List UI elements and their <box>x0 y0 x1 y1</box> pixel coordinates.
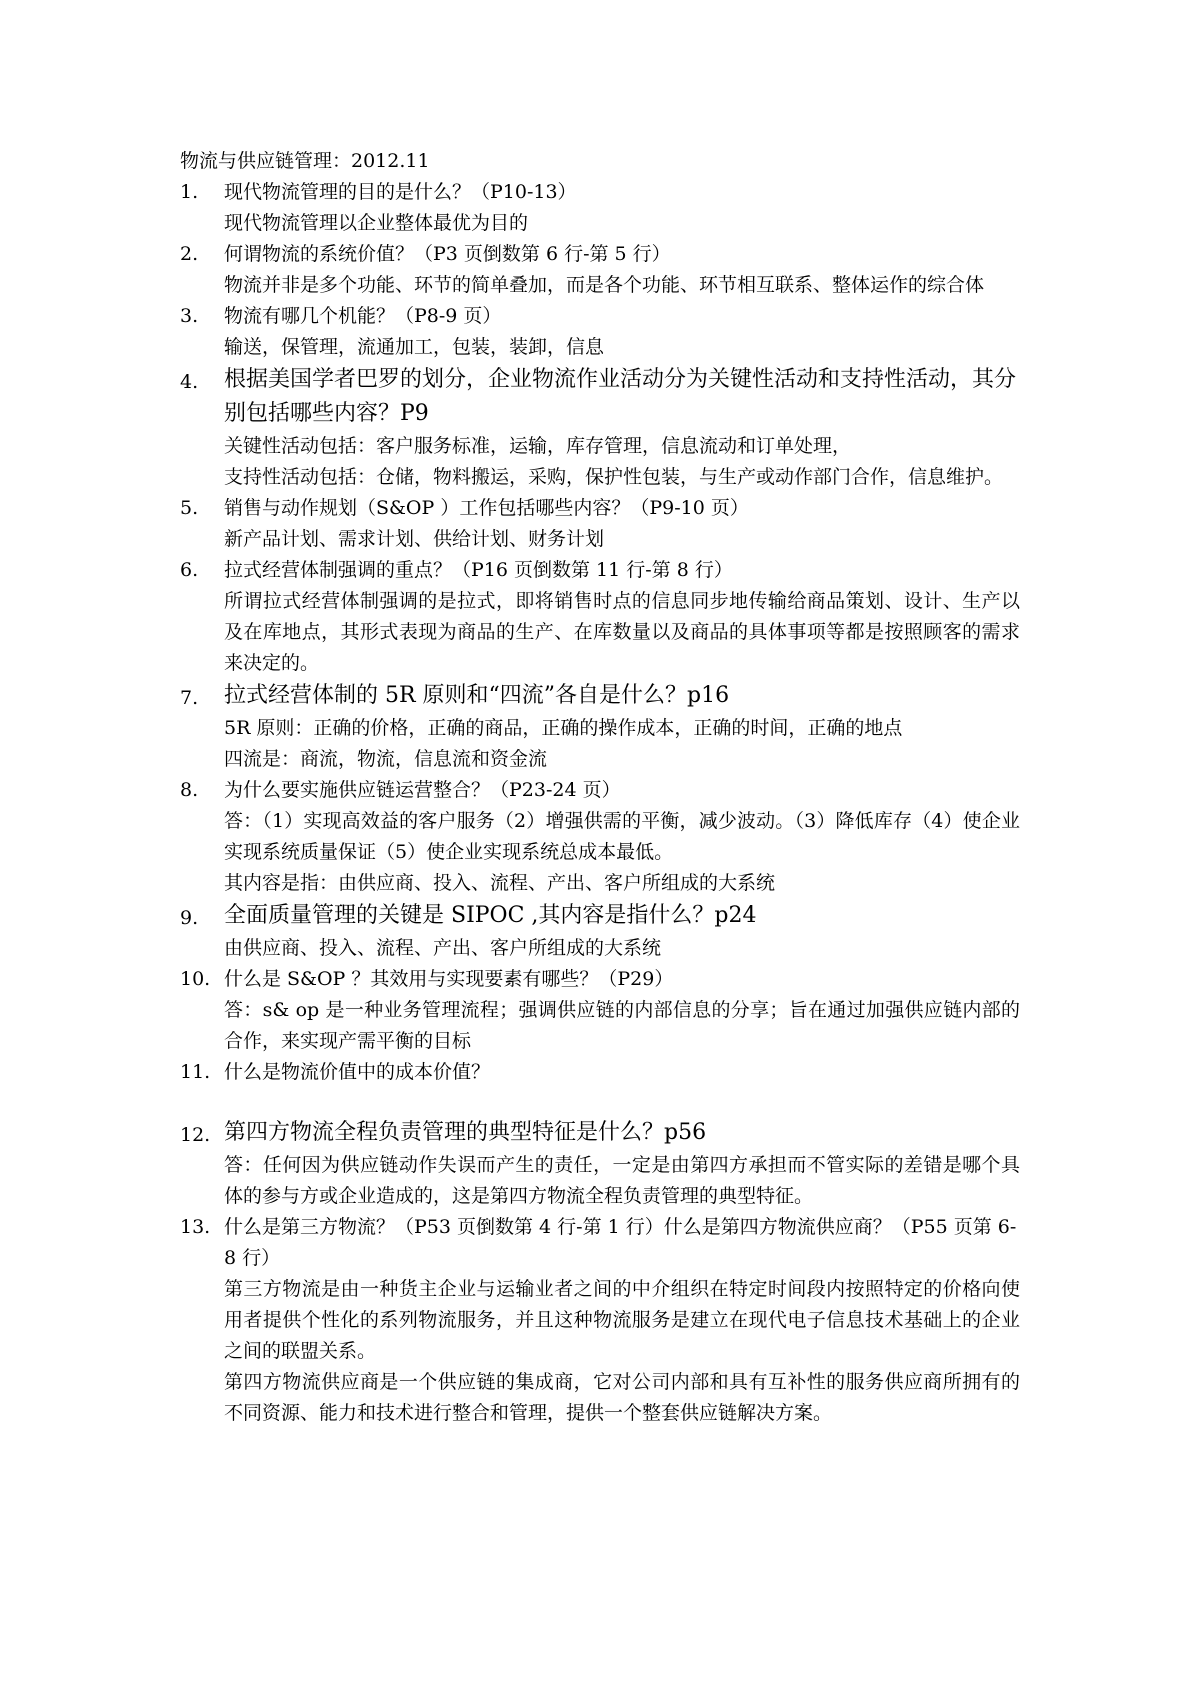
question-item <box>180 964 1020 1057</box>
question-text: 什么是物流价值中的成本价值？ <box>224 1061 491 1083</box>
answer-text: 物流并非是多个功能、环节的简单叠加，而是各个功能、环节相互联系、整体运作的综合体 <box>224 274 985 296</box>
answer-text: 由供应商、投入、流程、产出、客户所组成的大系统 <box>224 937 662 959</box>
question-item <box>180 899 1020 964</box>
question-text: 根据美国学者巴罗的划分，企业物流作业活动分为关键性活动和支持性活动，其分别包括哪些内容？P9 <box>224 367 1017 426</box>
question-list <box>180 177 1020 1429</box>
answer-text: 关键性活动包括：客户服务标准，运输，库存管理，信息流动和订单处理， <box>224 435 852 457</box>
question-number: 7. <box>180 687 199 709</box>
answer-text: 所谓拉式经营体制强调的是拉式，即将销售时点的信息同步地传输给商品策划、设计、生产以及在库地点，其形式表现为商品的生产、在库数量以及商品的具体事项等都是按照顾客的需求来决定的。 <box>224 590 1020 674</box>
answer-text: 5R 原则：正确的价格，正确的商品，正确的操作成本，正确的时间，正确的地点 <box>224 717 903 739</box>
question-text: 现代物流管理的目的是什么？（P10-13） <box>224 181 577 203</box>
question-text: 何谓物流的系统价值？（P3 页倒数第 6 行-第 5 行） <box>224 243 671 265</box>
question-number: 2. <box>180 243 199 265</box>
document-title: 物流与供应链管理：2012.11 <box>180 150 430 172</box>
answer-text: 答：（1）实现高效益的客户服务（2）增强供需的平衡，减少波动。（3）降低库存（4）使企业实现系统质量保证（5）使企业实现系统总成本最低。 <box>224 810 1020 863</box>
question-text: 销售与动作规划（S&OP ）工作包括哪些内容？（P9-10 页） <box>224 497 749 519</box>
question-number: 5. <box>180 497 199 519</box>
answer-text: 支持性活动包括：仓储，物料搬运，采购，保护性包装，与生产或动作部门合作，信息维护。 <box>224 466 1004 488</box>
question-text: 什么是 S&OP ？其效用与实现要素有哪些？（P29） <box>224 968 674 990</box>
question-number: 1. <box>180 181 199 203</box>
question-number: 10. <box>180 968 211 990</box>
answer-text: 第四方物流供应商是一个供应链的集成商，它对公司内部和具有互补性的服务供应商所拥有的不同资源、能力和技术进行整合和管理，提供一个整套供应链解决方案。 <box>224 1371 1020 1424</box>
question-number: 12. <box>180 1124 211 1146</box>
question-item <box>180 555 1020 679</box>
answer-text: 第三方物流是由一种货主企业与运输业者之间的中介组织在特定时间段内按照特定的价格向使用者提供个性化的系列物流服务，并且这种物流服务是建立在现代电子信息技术基础上的企业之间的联盟关系。 <box>224 1278 1020 1362</box>
answer-text: 现代物流管理以企业整体最优为目的 <box>224 212 529 234</box>
question-number: 6. <box>180 559 199 581</box>
question-text: 拉式经营体制强调的重点？（P16 页倒数第 11 行-第 8 行） <box>224 559 733 581</box>
document-page <box>180 146 1020 1429</box>
question-item <box>180 363 1020 493</box>
question-item <box>180 679 1020 775</box>
question-text: 为什么要实施供应链运营整合？（P23-24 页） <box>224 779 621 801</box>
answer-text: 答：s& op 是一种业务管理流程；强调供应链的内部信息的分享；旨在通过加强供应链内部的合作，来实现产需平衡的目标 <box>224 999 1020 1052</box>
question-number: 9. <box>180 907 199 929</box>
question-number: 13. <box>180 1216 211 1238</box>
question-text: 什么是第三方物流？（P53 页倒数第 4 行-第 1 行）什么是第四方物流供应商？（P55 页第 6-8 行） <box>224 1216 1017 1269</box>
question-text: 全面质量管理的关键是 SIPOC ,其内容是指什么？p24 <box>224 903 757 928</box>
question-item <box>180 493 1020 555</box>
answer-text: 输送，保管理，流通加工，包装，装卸，信息 <box>224 336 605 358</box>
question-item <box>180 177 1020 239</box>
answer-text: 新产品计划、需求计划、供给计划、财务计划 <box>224 528 605 550</box>
question-item <box>180 1116 1020 1212</box>
question-number: 3. <box>180 305 199 327</box>
question-item <box>180 775 1020 899</box>
question-item <box>180 239 1020 301</box>
question-text: 第四方物流全程负责管理的典型特征是什么？p56 <box>224 1120 707 1145</box>
question-item <box>180 301 1020 363</box>
question-item <box>180 1057 1020 1116</box>
question-text: 拉式经营体制的 5R 原则和“四流”各自是什么？p16 <box>224 683 730 708</box>
blank-line <box>224 1088 1020 1116</box>
answer-text: 其内容是指：由供应商、投入、流程、产出、客户所组成的大系统 <box>224 872 776 894</box>
question-number: 4. <box>180 371 199 393</box>
question-number: 8. <box>180 779 199 801</box>
question-number: 11. <box>180 1061 211 1083</box>
question-text: 物流有哪几个机能？（P8-9 页） <box>224 305 502 327</box>
question-item <box>180 1212 1020 1429</box>
answer-text: 四流是：商流，物流，信息流和资金流 <box>224 748 548 770</box>
answer-text: 答：任何因为供应链动作失误而产生的责任，一定是由第四方承担而不管实际的差错是哪个具体的参与方或企业造成的，这是第四方物流全程负责管理的典型特征。 <box>224 1154 1020 1207</box>
